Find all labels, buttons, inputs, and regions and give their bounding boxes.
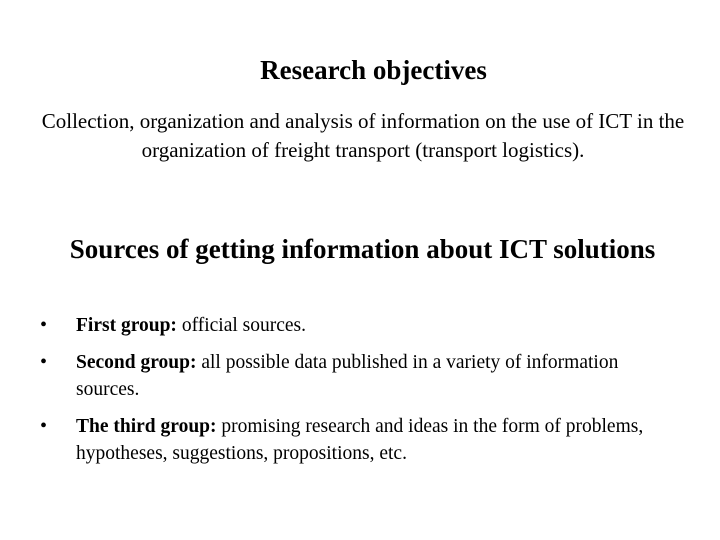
list-item	[40, 413, 680, 467]
bullet-icon: •	[40, 415, 48, 437]
group-label: The third group:	[76, 416, 217, 437]
bullet-icon: •	[40, 314, 48, 336]
group-description: all possible data published in a variety of information sources.	[76, 352, 619, 400]
group-label: First group:	[76, 315, 177, 336]
group-description: official sources.	[176, 315, 306, 336]
slide-title: Research objectives	[260, 55, 487, 85]
sources-list	[40, 312, 680, 477]
sources-heading: Sources of getting information about ICT solutions	[69, 234, 656, 264]
list-item	[40, 349, 680, 403]
bullet-icon: •	[40, 351, 48, 373]
list-item	[40, 312, 680, 339]
objective-text: Collection, organization and analysis of information on the use of ICT in the organization of freight transport (transport logistics).	[41, 109, 685, 162]
group-label: Second group:	[76, 352, 197, 373]
group-description: promising research and ideas in the form of problems, hypotheses, suggestions, propositions, etc.	[76, 416, 644, 464]
